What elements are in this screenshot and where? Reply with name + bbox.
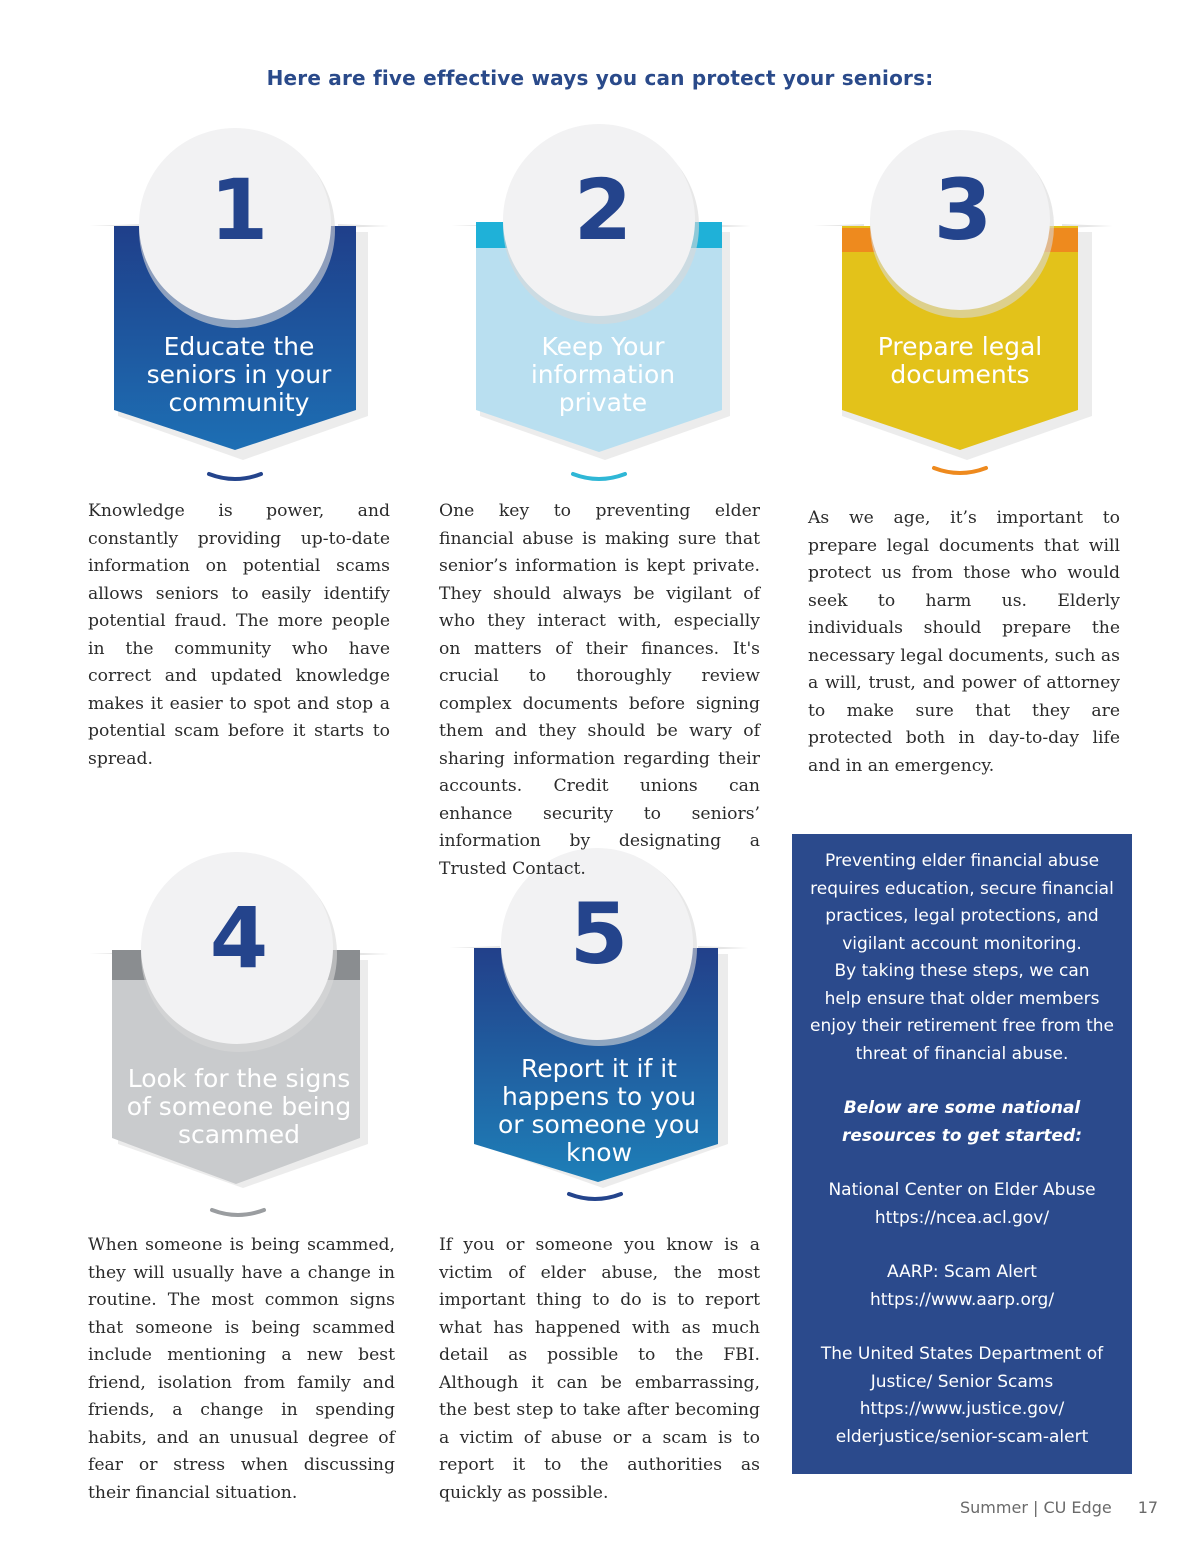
resources-heading: resources to get started:: [841, 1125, 1083, 1146]
resource-ncea-link[interactable]: https://ncea.acl.gov/: [874, 1207, 1050, 1228]
step-5-title: Report it if it happens to you or someone you know: [498, 1054, 700, 1167]
resource-doj-name: Justice/ Senior Scams: [870, 1371, 1054, 1392]
step-1-title: Educate the seniors in your community: [146, 332, 332, 417]
resources-callout: [792, 834, 1132, 1474]
callout-intro-line: enjoy their retirement free from the: [809, 1016, 1115, 1036]
step-3-badge: [808, 120, 1118, 460]
resource-doj-link[interactable]: elderjustice/senior-scam-alert: [835, 1426, 1089, 1447]
step-4-description: When someone is being scammed, they will usually have a change in routine. The most common signs that someone is being scammed include mentioning a new best friend, isolation from family and friends, a change in spending habits, and an unusual degree of fear or stress when discussing their financial situation.: [88, 1235, 395, 1503]
resource-ncea-name: National Center on Elder Abuse: [828, 1180, 1096, 1200]
callout-intro-line: help ensure that older members: [824, 988, 1100, 1009]
resource-aarp-name: AARP: Scam Alert: [887, 1262, 1037, 1282]
step-1-number: 1: [209, 161, 269, 259]
step-5-badge: [444, 848, 754, 1188]
step-2-description: One key to preventing elder financial abuse is making sure that senior’s information is kept private. They should always be vigilant of who they interact with, especially on matters of their finances. It's crucial to thoroughly review complex documents before signing them and they should be wary of sharing information regarding their accounts. Credit unions can enhance security to seniors’ information by designating a Trusted Contact.: [439, 501, 760, 879]
resource-doj-link[interactable]: https://www.justice.gov/: [859, 1399, 1065, 1419]
page-footer: [960, 1498, 1170, 1517]
step-3-number: 3: [933, 161, 993, 259]
resources-heading: Below are some national: [843, 1098, 1081, 1118]
resource-doj-name: The United States Department of: [820, 1344, 1104, 1364]
step-2-badge: [446, 120, 756, 460]
step-5-number: 5: [569, 885, 629, 983]
step-3-description: As we age, it’s important to prepare legal documents that will protect us from those who would seek to harm us. Elderly individuals should prepare the necessary legal documents, such as a will, trust, and power of attorney to make sure that they are protected both in day-to-day life and in an emergency.: [808, 508, 1120, 776]
page-heading: Here are five effective ways you can protect your seniors:: [266, 66, 934, 90]
step-1-description: Knowledge is power, and constantly providing up-to-date information on potential scams allows seniors to easily identify potential fraud. The more people in the community who have correct and updated knowledge makes it easier to spot and stop a potential scam before it starts to spread.: [88, 501, 390, 769]
step-2-title: Keep Your information private: [530, 332, 676, 417]
callout-intro-line: Preventing elder financial abuse: [824, 851, 1100, 871]
step-2-number: 2: [573, 161, 633, 259]
step-1-badge: [84, 120, 394, 460]
step-4-title: Look for the signs of someone being scammed: [126, 1064, 352, 1149]
callout-intro-line: practices, legal protections, and: [825, 906, 1099, 926]
step-5-description: If you or someone you know is a victim of elder abuse, the most important thing to do is to report what has happened with as much detail as possible to the FBI. Although it can be embarrassing, the best step to take after becoming a victim of abuse or a scam is to report it to the authorities as quickly as possible.: [439, 1235, 760, 1503]
callout-intro-line: By taking these steps, we can: [834, 961, 1090, 981]
publication-name: Summer | CU Edge: [960, 1498, 1112, 1517]
callout-intro-line: threat of financial abuse.: [855, 1043, 1069, 1064]
callout-intro-line: vigilant account monitoring.: [842, 933, 1082, 954]
step-4-badge: [84, 848, 394, 1188]
page-number: 17: [1137, 1498, 1159, 1517]
resource-aarp-link[interactable]: https://www.aarp.org/: [869, 1289, 1055, 1310]
step-3-title: Prepare legal documents: [877, 332, 1043, 389]
step-4-number: 4: [209, 889, 269, 987]
callout-intro-line: requires education, secure financial: [810, 878, 1114, 899]
